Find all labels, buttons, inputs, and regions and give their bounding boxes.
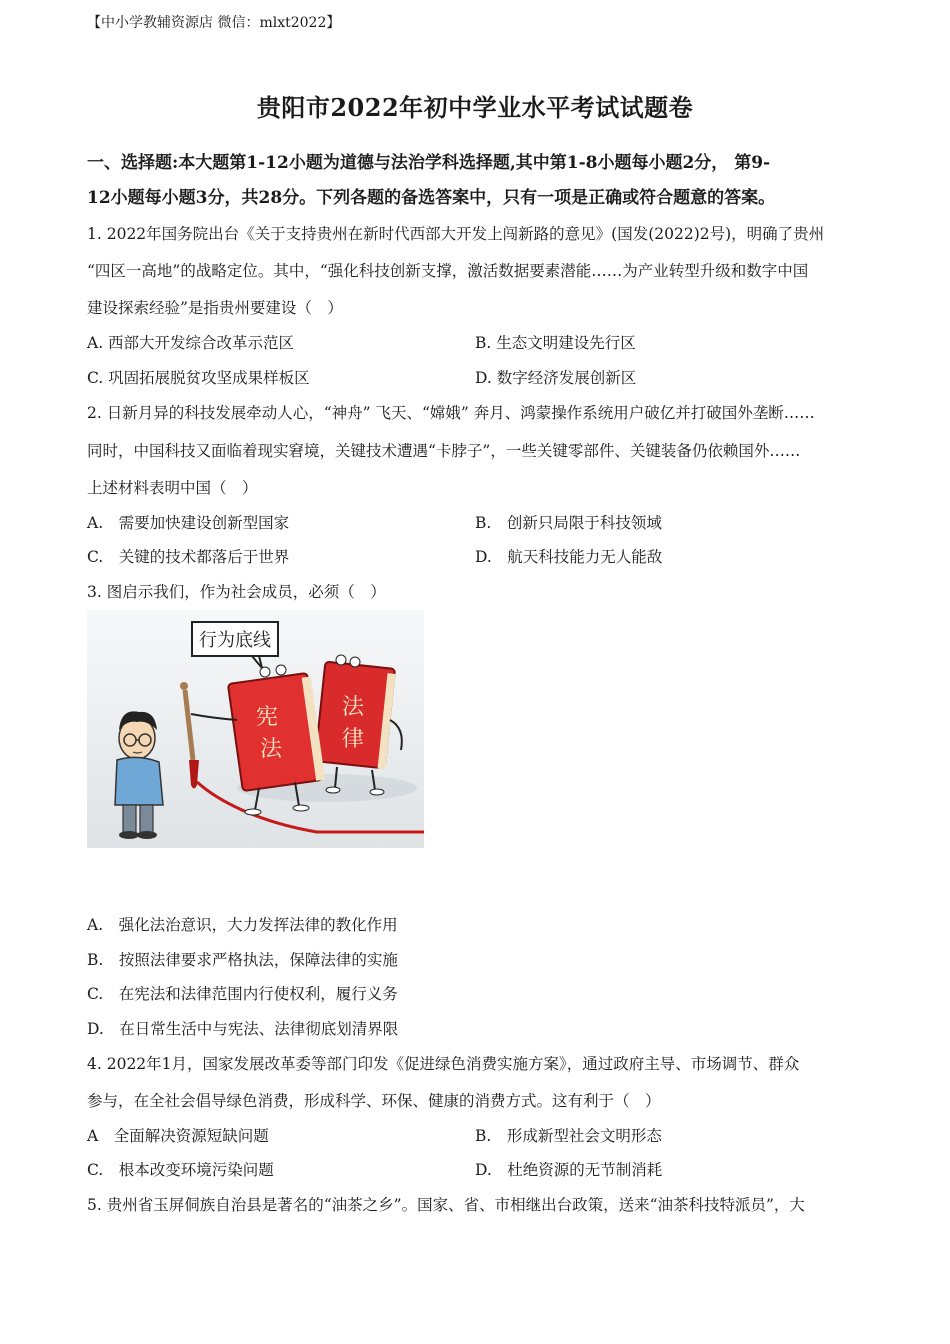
section-heading-line-1: 一、选择题:本大题第1-12小题为道德与法治学科选择题,其中第1-8小题每小题2分， 第9- [87, 153, 771, 173]
q4-stem-line-2: 参与，在全社会倡导绿色消费，形成科学、环保、健康的消费方式。这有利于（ ） [87, 1092, 661, 1110]
q2-option-d: D. 航天科技能力无人能敌 [475, 548, 663, 566]
q1-stem-line-2: “四区一高地”的战略定位。其中，“强化科技创新支撑，激活数据要素潜能……为产业转型升级和数字中国 [87, 262, 809, 280]
q3-option-b: B. 按照法律要求严格执法，保障法律的实施 [87, 951, 398, 969]
q1-option-a: A. 西部大开发综合改革示范区 [87, 334, 295, 352]
q2-stem-line-2: 同时，中国科技又面临着现实窘境，关键技术遭遇“卡脖子”，一些关键零部件、关键装备仍依赖国外…… [87, 442, 801, 460]
q4-option-c: C. 根本改变环境污染问题 [87, 1161, 274, 1179]
q1-stem-line-1: 1. 2022年国务院出台《关于支持贵州在新时代西部大开发上闯新路的意见》(国发(2022)2号)，明确了贵州 [87, 225, 825, 243]
section-heading-line-2: 12小题每小题3分，共28分。下列各题的备选答案中，只有一项是正确或符合题意的答案。 [87, 188, 776, 208]
q2-stem-line-3: 上述材料表明中国（ ） [87, 479, 258, 497]
q4-option-d: D. 杜绝资源的无节制消耗 [475, 1161, 663, 1179]
q2-stem-line-1: 2. 日新月异的科技发展牵动人心，“神舟” 飞天、“嫦娥” 奔月、鸿蒙操作系统用户破亿并打破国外垄断…… [87, 404, 815, 422]
q3-option-a: A. 强化法治意识，大力发挥法律的教化作用 [87, 916, 398, 934]
q2-option-a: A. 需要加快建设创新型国家 [87, 514, 290, 532]
q4-option-a: A 全面解决资源短缺问题 [87, 1127, 269, 1145]
constitution-book-char-2: 法 [259, 737, 283, 762]
q3-stem: 3. 图启示我们，作为社会成员，必须（ ） [87, 583, 386, 601]
q2-option-c: C. 关键的技术都落后于世界 [87, 548, 290, 566]
speech-text: 行为底线 [199, 630, 271, 651]
page-title: 贵阳市2022年初中学业水平考试试题卷 [256, 93, 694, 122]
q1-option-d: D. 数字经济发展创新区 [475, 369, 637, 387]
q3-option-d: D. 在日常生活中与宪法、法律彻底划清界限 [87, 1020, 399, 1038]
watermark: 【中小学教辅资源店 微信：mlxt2022】 [87, 15, 341, 31]
q4-option-b: B. 形成新型社会文明形态 [475, 1127, 662, 1145]
q3-option-c: C. 在宪法和法律范围内行使权利，履行义务 [87, 985, 398, 1003]
q1-stem-line-3: 建设探索经验”是指贵州要建设（ ） [87, 299, 343, 317]
q1-option-c: C. 巩固拓展脱贫攻坚成果样板区 [87, 369, 310, 387]
q2-option-b: B. 创新只局限于科技领域 [475, 514, 662, 532]
q1-option-b: B. 生态文明建设先行区 [475, 334, 636, 352]
constitution-book-char-1: 宪 [255, 705, 279, 730]
law-book-char-2: 律 [341, 727, 365, 752]
q4-stem-line-1: 4. 2022年1月，国家发展改革委等部门印发《促进绿色消费实施方案》，通过政府主导、市场调节、群众 [87, 1055, 800, 1073]
q3-cartoon-figure [87, 610, 424, 848]
q5-stem: 5. 贵州省玉屏侗族自治县是著名的“油茶之乡”。国家、省、市相继出台政策，送来“油茶科技特派员”，大 [87, 1196, 805, 1214]
law-book-char-1: 法 [341, 695, 365, 720]
